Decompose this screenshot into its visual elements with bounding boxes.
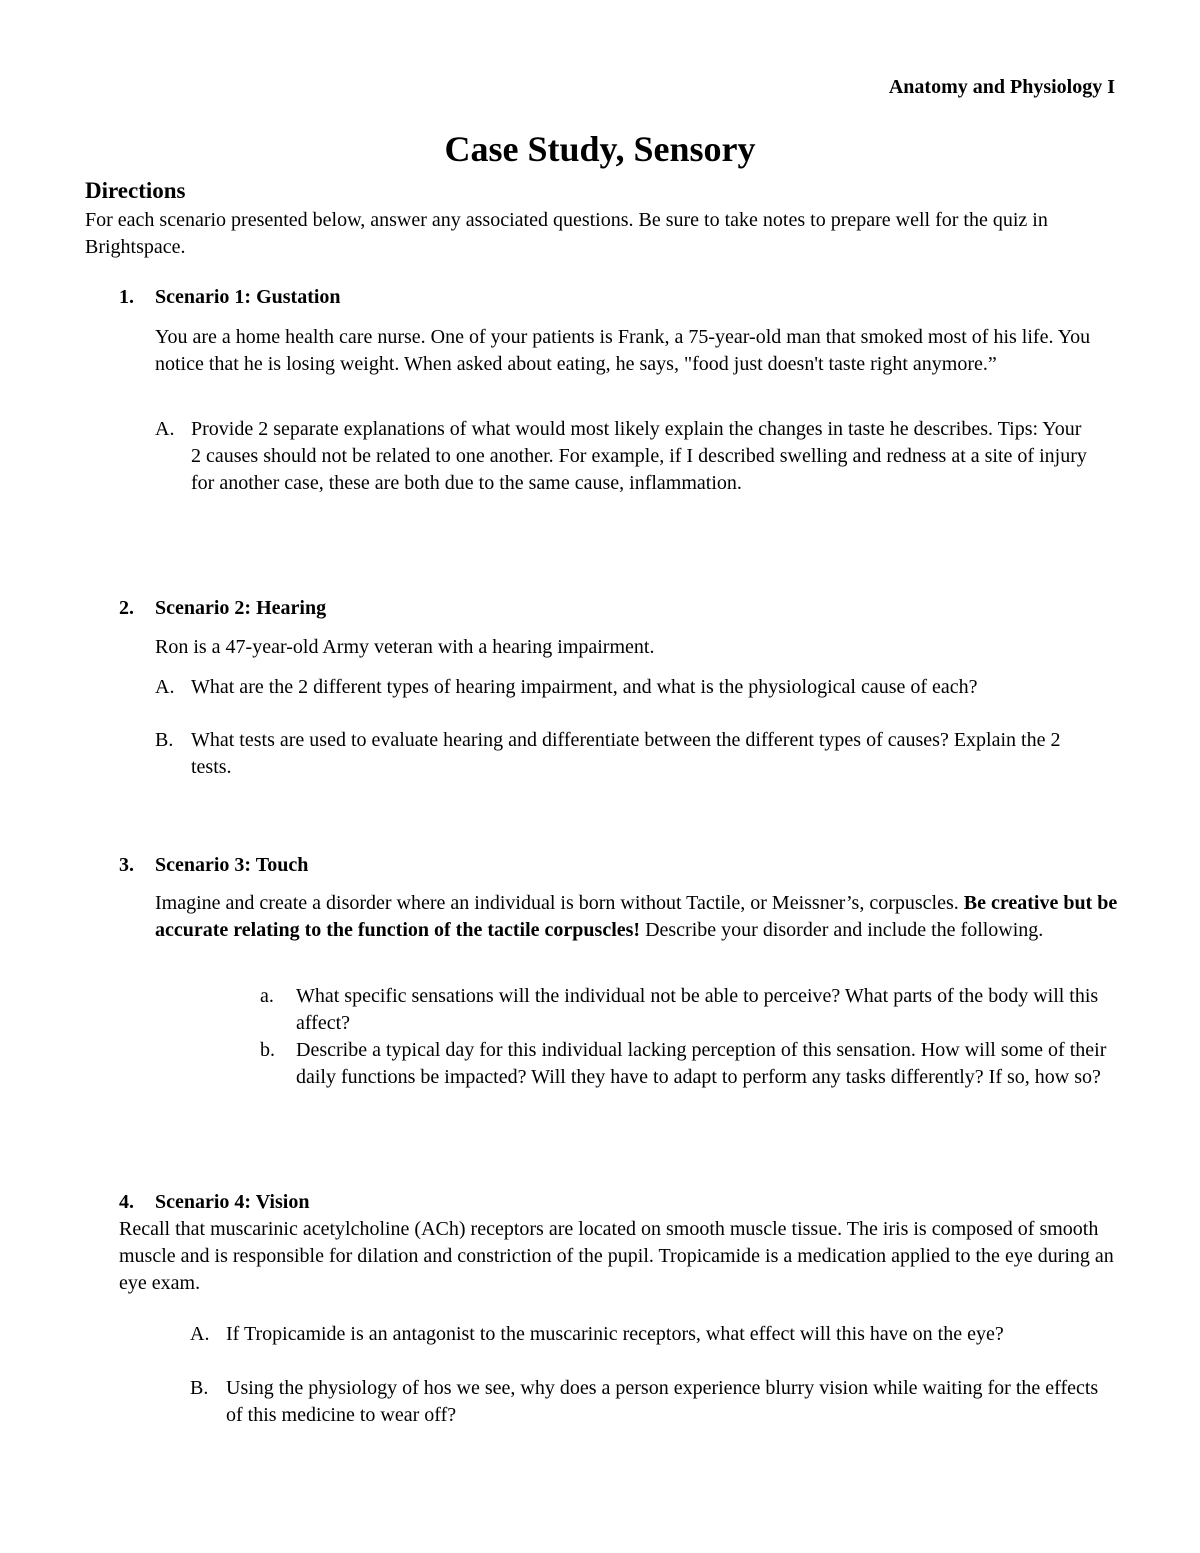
scenario-3-text-intro: Imagine and create a disorder where an individual is born without Tactile, or Meissner’s, corpuscles. [155,892,959,914]
item-marker: a. [260,985,274,1007]
scenario-2-heading [119,595,326,622]
scenario-4-heading [119,1189,309,1216]
scenario-1-item-a [155,416,1090,497]
course-header: Anatomy and Physiology I [888,76,1115,98]
item-marker: A. [155,418,175,440]
scenario-3-emphasis: Be creative but be accurate relating to the function of the tactile corpuscles! [155,892,1118,941]
item-marker: B. [190,1377,209,1399]
scenario-1-text: You are a home health care nurse. One of your patients is Frank, a 75-year-old man that smoked most of his life. You notice that he is losing weight. When asked about eating, he says, "food just doesn't taste right anymore.” [155,326,1091,375]
scenario-3-title: Scenario 3: Touch [155,854,309,876]
scenario-3-item-b [260,1037,1120,1091]
item-marker: A. [155,676,175,698]
scenario-1-number: 1. [119,286,134,308]
scenario-1-heading [119,284,341,311]
scenario-3-heading [119,852,308,879]
directions-text: For each scenario presented below, answer any associated questions. Be sure to take notes to prepare well for the quiz in Brightspace. [85,209,1048,258]
scenario-4-text: Recall that muscarinic acetylcholine (ACh) receptors are located on smooth muscle tissue. The iris is composed of smooth muscle and is responsible for dilation and constriction of the pupil. Tropicamide is a medication applied to the eye during an eye exam. [119,1218,1114,1294]
scenario-2-number: 2. [119,597,134,619]
item-text: If Tropicamide is an antagonist to the muscarinic receptors, what effect will this have on the eye? [226,1323,1004,1345]
item-text: Provide 2 separate explanations of what would most likely explain the changes in taste he describes. Tips: Your 2 causes should not be related to one another. For example, if I described swelling and redness at a site of injury for another case, these are both due to the same cause, inflammation. [191,418,1087,494]
scenario-4-item-a [190,1321,1100,1348]
item-text: Describe a typical day for this individual lacking perception of this sensation. How will some of their daily functions be impacted? Will they have to adapt to perform any tasks differently? If so, how so? [296,1039,1107,1088]
scenario-3-text-after: Describe your disorder and include the following. [645,919,1044,941]
scenario-4-number: 4. [119,1191,134,1213]
page-title: Case Study, Sensory [444,129,756,169]
item-marker: B. [155,729,174,751]
scenario-4-title: Scenario 4: Vision [155,1191,310,1213]
scenario-2-text: Ron is a 47-year-old Army veteran with a hearing impairment. [155,636,655,658]
directions-heading: Directions [85,178,186,203]
item-marker: b. [260,1039,275,1061]
item-text: What tests are used to evaluate hearing and differentiate between the different types of causes? Explain the 2 tests. [191,729,1061,778]
scenario-4-item-b [190,1375,1100,1429]
item-text: What specific sensations will the individual not be able to perceive? What parts of the body will this affect? [296,985,1099,1034]
scenario-3-number: 3. [119,854,134,876]
scenario-2-title: Scenario 2: Hearing [155,597,327,619]
scenario-3-item-a [260,983,1120,1037]
item-marker: A. [190,1323,210,1345]
item-text: Using the physiology of hos we see, why does a person experience blurry vision while waiting for the effects of this medicine to wear off? [226,1377,1099,1426]
scenario-3-text [155,890,1120,944]
scenario-2-item-b [155,727,1090,781]
scenario-1-title: Scenario 1: Gustation [155,286,341,308]
scenario-2-item-a [155,674,1090,701]
item-text: What are the 2 different types of hearing impairment, and what is the physiological cause of each? [191,676,978,698]
